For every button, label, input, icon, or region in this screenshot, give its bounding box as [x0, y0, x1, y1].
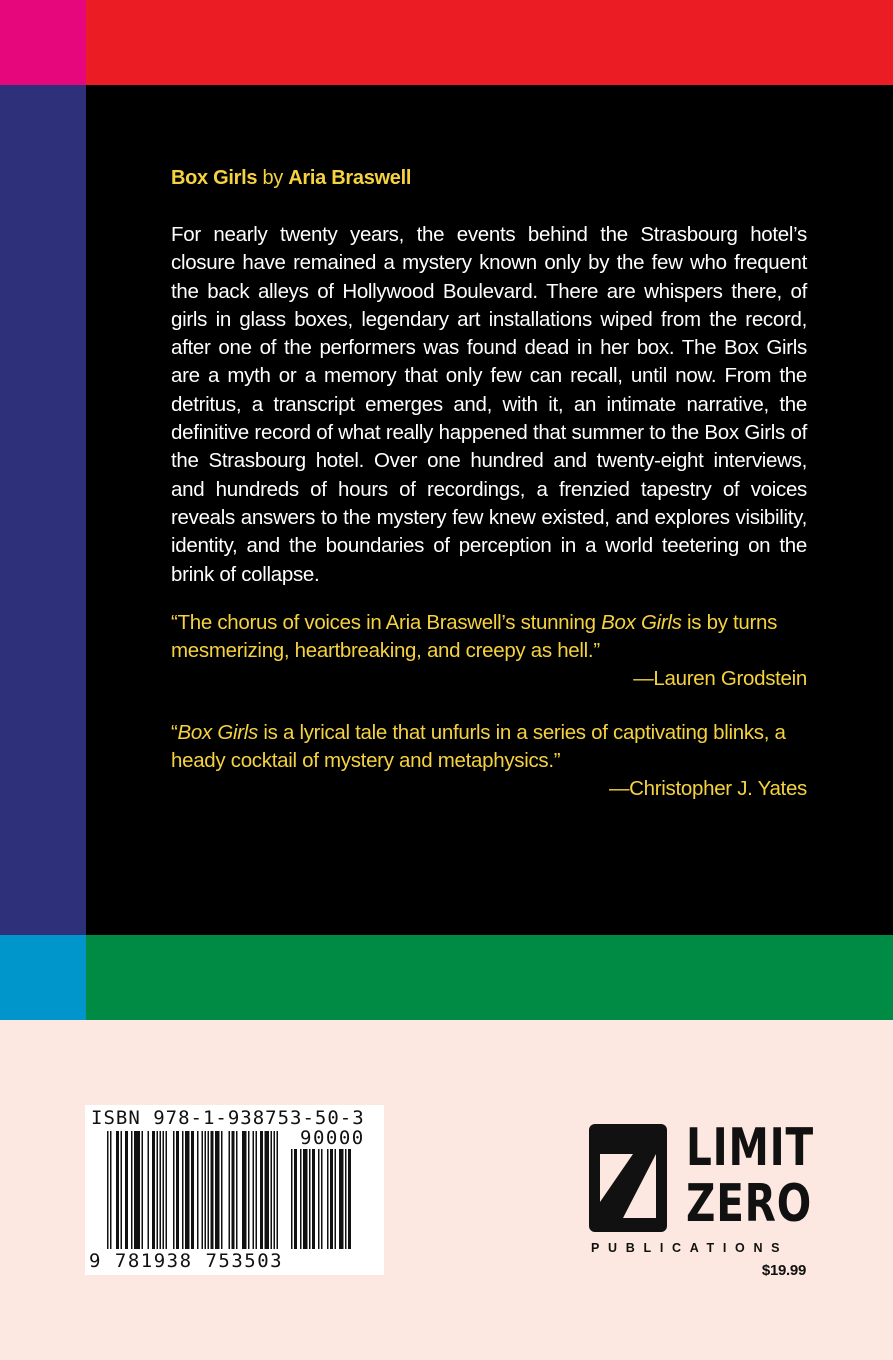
review-quote-1: [171, 609, 807, 694]
quote-text: is a lyrical tale that unfurls in a series of captivating blinks, a heady cocktail of mystery and metaphysics.”: [171, 720, 786, 773]
red-top-band: [86, 0, 893, 85]
cyan-corner-block: [0, 935, 86, 1020]
quote-text: is by turns mesmerizing, heartbreaking, and creepy as hell.”: [171, 610, 778, 663]
quote-italic-title: Box Girls: [177, 720, 258, 744]
price: $19.99: [761, 1262, 806, 1279]
review-quote-2: [171, 719, 807, 804]
publisher-name-line2: ZERO: [686, 1174, 812, 1234]
quote-text: “: [171, 720, 178, 744]
quote-attribution: —Christopher J. Yates: [608, 777, 807, 801]
author-name: Aria Braswell: [288, 167, 412, 189]
title-line: [171, 164, 807, 192]
by-word: by: [262, 167, 284, 189]
quote-italic-title: Box Girls: [601, 610, 682, 634]
z-logo-icon: [589, 1124, 667, 1232]
barcode-bars: [107, 1131, 287, 1249]
quote-attribution: —Lauren Grodstein: [633, 667, 807, 691]
barcode-addon-bars: [291, 1149, 377, 1249]
green-bottom-band: [86, 935, 893, 1020]
isbn-label: ISBN 978-1-938753-50-3: [91, 1107, 365, 1129]
isbn-barcode: [85, 1105, 384, 1275]
barcode-digits: 9 781938 753503: [89, 1250, 284, 1272]
book-title: Box Girls: [171, 167, 258, 189]
magenta-corner-block: [0, 0, 86, 85]
book-blurb: For nearly twenty years, the events behind the Strasbourg hotel’s closure have remained a mystery known only by the few who frequent the back alleys of Hollywood Boulevard. There are whispers there, of girls in glass boxes, legendary art installations wiped from the record, after one of the performers was found dead in her box. The Box Girls are a myth or a memory that only few can recall, until now. From the detritus, a transcript emerges and, with it, an intimate narrative, the definitive record of what really happened that summer to the Box Girls of the Strasbourg hotel. Over one hundred and twenty-eight interviews, and hundreds of hours of recordings, a frenzied tapestry of voices reveals answers to the mystery few knew existed, and explores visibility, identity, and the boundaries of perception in a world teetering on the brink of collapse.: [171, 223, 807, 586]
publisher-name-line1: LIMIT: [686, 1118, 814, 1178]
quote-text: “The chorus of voices in Aria Braswell’s stunning: [171, 610, 602, 634]
barcode-addon-number: 90000: [300, 1127, 365, 1149]
publisher-subtitle: PUBLICATIONS: [591, 1241, 789, 1255]
navy-left-band: [0, 85, 86, 935]
publisher-logo: [589, 1118, 814, 1282]
cover-text: [171, 164, 807, 804]
